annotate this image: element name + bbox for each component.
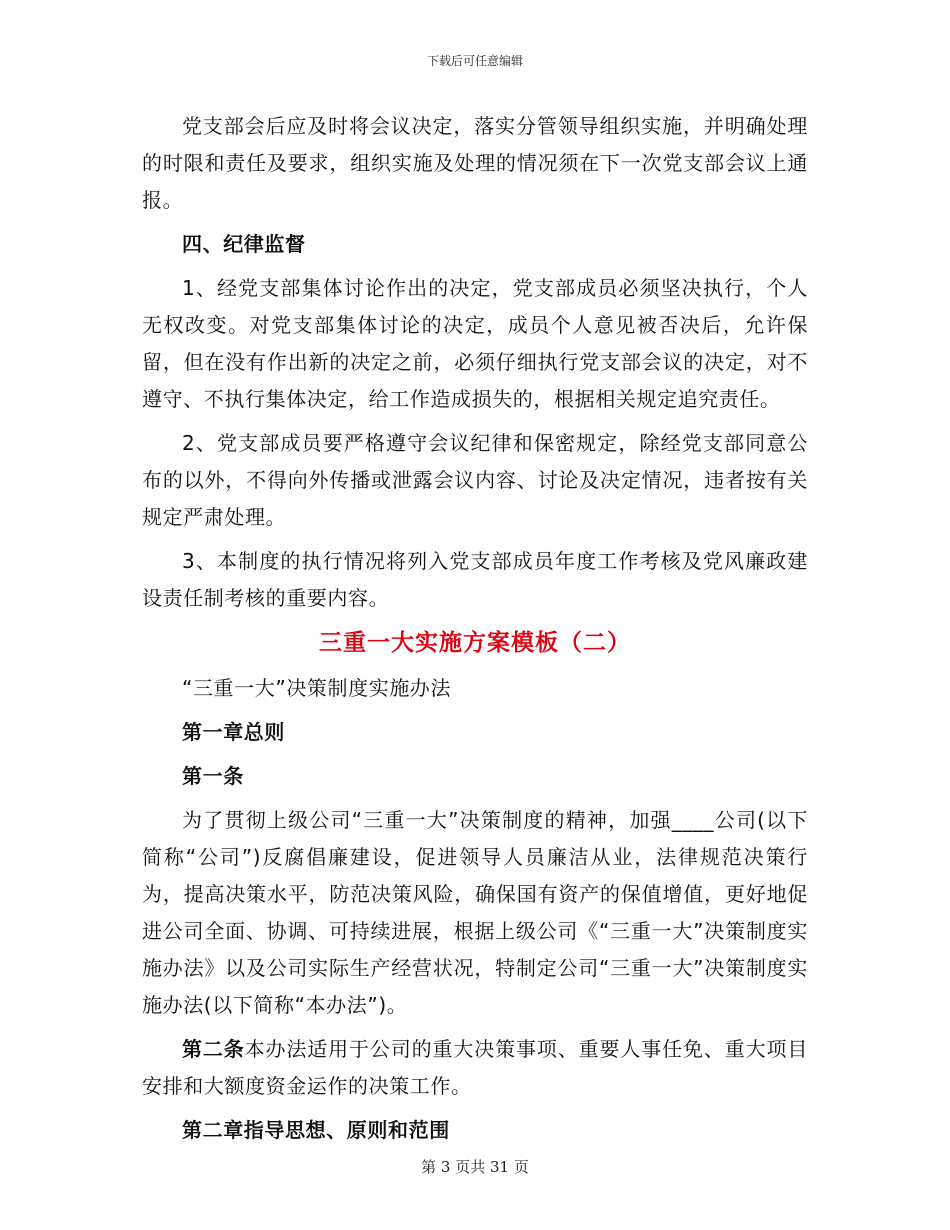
document-body <box>142 108 808 1156</box>
section-heading-discipline: 四、纪律监督 <box>182 232 306 256</box>
paragraph-meeting-followup: 党支部会后应及时将会议决定，落实分管领导组织实施，并明确处理的时限和责任及要求，组织实施及处理的情况须在下一次党支部会议上通报。 <box>142 114 808 212</box>
paragraph-rule-2: 2、党支部成员要严格遵守会议纪律和保密规定，除经党支部同意公布的以外，不得向外传播或泄露会议内容、讨论及决定情况，违者按有关规定严肃处理。 <box>142 431 808 529</box>
article-2-paragraph <box>142 1031 808 1105</box>
article-1-text: 为了贯彻上级公司“三重一大”决策制度的精神，加强____公司(以下简称“公司”)反腐倡廉建设，促进领导人员廉洁从业，法律规范决策行为，提高决策水平，防范决策风险，确保国有资产的保值增值，更好地促进公司全面、协调、可持续进展，根据上级公司《“三重一大”决策制度实施办法》以及公司实际生产经营状况，特制定公司“三重一大”决策制度实施办法(以下简称“本办法”)。 <box>142 808 808 1017</box>
paragraph-rule-3: 3、本制度的执行情况将列入党支部成员年度工作考核及党风廉政建设责任制考核的重要内容。 <box>142 549 808 610</box>
paragraph-rule-1: 1、经党支部集体讨论作出的决定，党支部成员必须坚决执行，个人无权改变。对党支部集体讨论的决定，成员个人意见被否决后，允许保留，但在没有作出新的决定之前，必须仔细执行党支部会议的决定，对不遵守、不执行集体决定，给工作造成损失的，根据相关规定追究责任。 <box>142 276 808 411</box>
page-number-footer: 第 3 页共 31 页 <box>421 1158 529 1176</box>
article-2-label: 第二条 <box>182 1037 245 1061</box>
document-subtitle: “三重一大”决策制度实施办法 <box>182 676 452 700</box>
article-2-text: 本办法适用于公司的重大决策事项、重要人事任免、重大项目安排和大额度资金运作的决策工作。 <box>142 1037 808 1098</box>
document-section-title: 三重一大实施方案模板（二） <box>319 630 631 656</box>
page-header-note: 下载后可任意编辑 <box>426 54 523 68</box>
article-heading-1: 第一条 <box>182 764 244 788</box>
chapter-heading-2: 第二章指导思想、原则和范围 <box>182 1118 450 1142</box>
chapter-heading-1: 第一章总则 <box>182 720 285 744</box>
